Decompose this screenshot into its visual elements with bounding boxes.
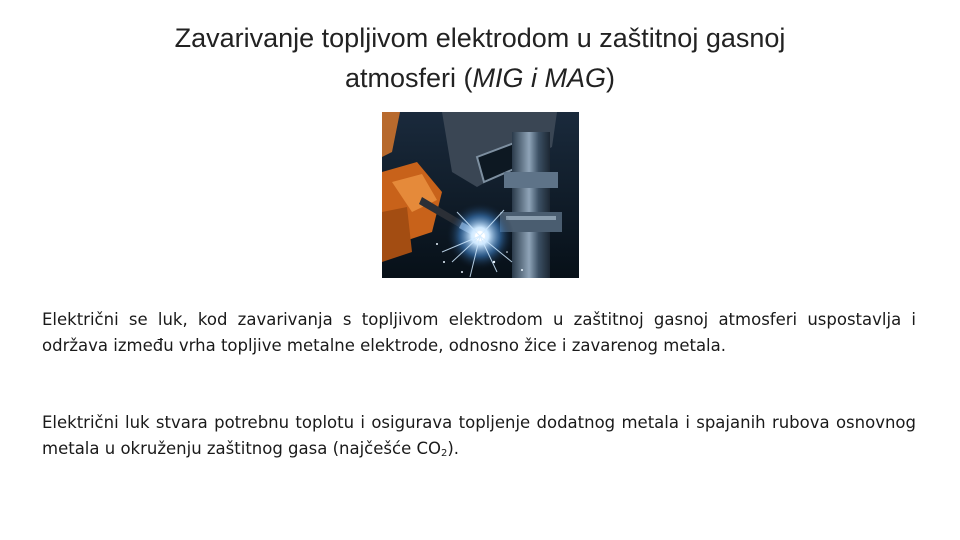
- title-line-2-start: atmosferi (: [344, 63, 473, 93]
- welding-photo: [382, 112, 579, 278]
- paragraph-2-text: Električni luk stvara potrebnu toplotu i osigurava topljenje dodatnog metala i spajanih rubova osnovnog metala u okruženju zaštitnog gasa (najčešće CO: [42, 413, 916, 458]
- paragraph-arc-definition: Električni se luk, kod zavarivanja s topljivom elektrodom u zaštitnoj gasnoj atmosferi uspostavlja i održava između vrha topljive metalne elektrode, odnosno žice i zavarenog metala.: [42, 310, 916, 355]
- title-line-2-end: ): [606, 63, 616, 93]
- title-process-names: MIG i MAG: [472, 63, 607, 93]
- slide-title: [80, 18, 880, 98]
- co2-subscript: 2: [440, 448, 448, 459]
- paragraph-2-end: ).: [447, 439, 460, 458]
- title-line-2: [80, 58, 880, 98]
- title-line-1: Zavarivanje topljivom elektrodom u zaštitnoj gasnoj: [174, 23, 786, 53]
- paragraph-arc-function: [42, 410, 916, 467]
